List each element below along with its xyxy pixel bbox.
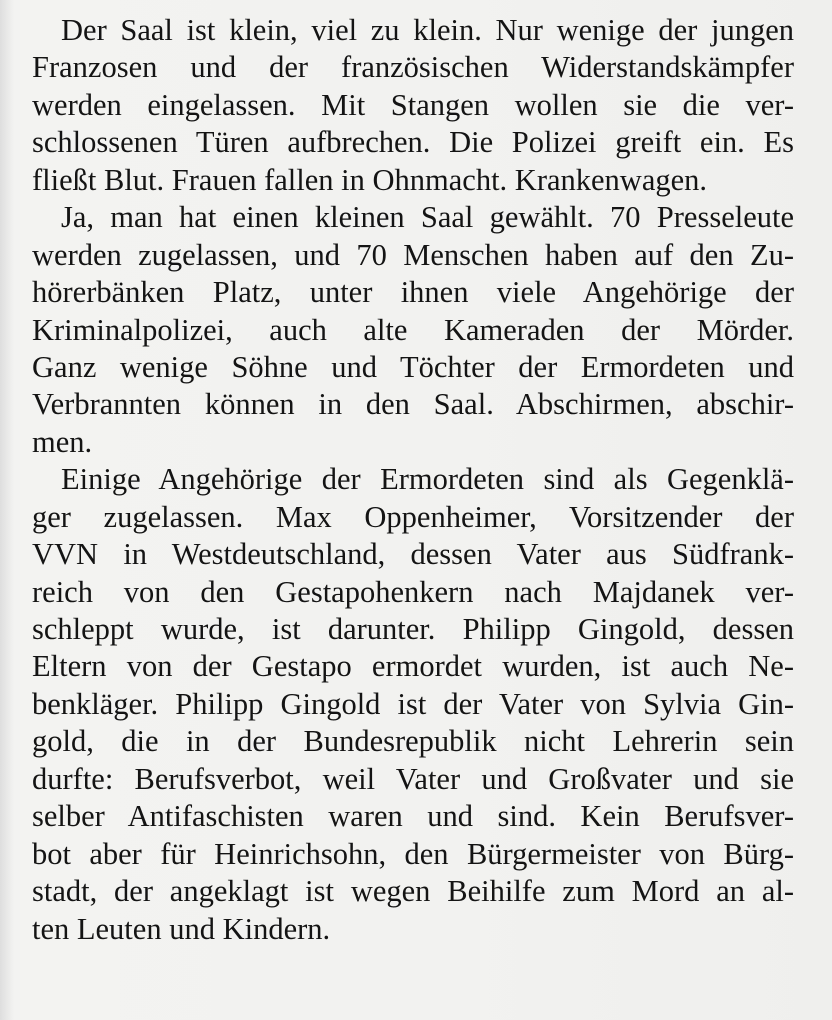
text-line: schlossenen Türen aufbrechen. Die Polizei greift ein. Es [32,125,794,160]
paragraph-2 [32,199,794,461]
text-line: ger zugelassen. Max Oppenheimer, Vorsitzender der [32,499,794,534]
text-line: Eltern von der Gestapo ermordet wurden, ist auch Ne- [32,649,794,684]
text-line: durfte: Berufsverbot, weil Vater und Großvater und sie [32,761,794,796]
text-line: Verbrannten können in den Saal. Abschirmen, abschir- [32,387,794,422]
text-line: Ja, man hat einen kleinen Saal gewählt. 70 Presseleute [61,200,794,235]
text-line: Ganz wenige Söhne und Töchter der Ermordeten und [32,349,794,384]
text-line: men. [32,424,93,459]
paragraph-1 [32,12,794,199]
paragraph-3 [32,461,794,948]
text-line: reich von den Gestapohenkern nach Majdanek ver- [32,574,794,609]
text-line: stadt, der angeklagt ist wegen Beihilfe zum Mord an al- [32,874,794,909]
text-line: werden zugelassen, und 70 Menschen haben auf den Zu- [32,237,794,272]
text-line: benkläger. Philipp Gingold ist der Vater von Sylvia Gin- [32,686,794,721]
text-line: schleppt wurde, ist darunter. Philipp Gingold, dessen [32,612,794,646]
text-line: selber Antifaschisten waren und sind. Kein Berufsver- [32,799,794,834]
text-line: ten Leuten und Kindern. [32,911,331,946]
text-line: bot aber für Heinrichsohn, den Bürgermeister von Bürg- [32,836,794,871]
text-line: Der Saal ist klein, viel zu klein. Nur wenige der jungen [61,13,794,47]
body-text [32,12,794,948]
text-line: werden eingelassen. Mit Stangen wollen sie die ver- [32,87,794,122]
text-line: fließt Blut. Frauen fallen in Ohnmacht. Krankenwagen. [32,162,708,197]
text-line: VVN in Westdeutschland, dessen Vater aus Südfrank- [32,537,794,572]
text-line: Kriminalpolizei, auch alte Kameraden der Mörder. [32,312,794,347]
text-line: Franzosen und der französischen Widerstandskämpfer [32,50,794,85]
text-line: Einige Angehörige der Ermordeten sind als Gegenklä- [61,462,794,497]
text-line: gold, die in der Bundesrepublik nicht Lehrerin sein [32,724,794,759]
text-line: hörerbänken Platz, unter ihnen viele Angehörige der [32,275,794,310]
